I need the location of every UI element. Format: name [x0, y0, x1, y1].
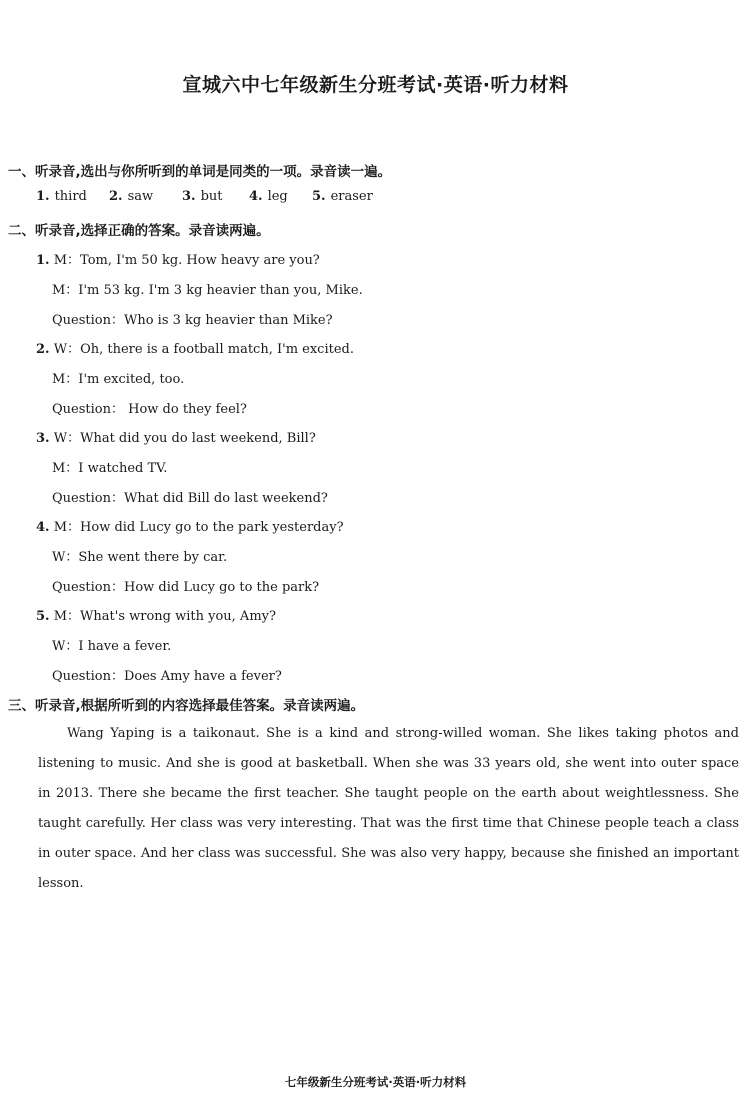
- word-item: 1. third: [36, 189, 87, 204]
- dialog-4-line-1: 4. M：How did Lucy go to the park yesterday?: [36, 520, 344, 535]
- section-1-heading: 一、听录音,选出与你所听到的单词是同类的一项。录音读一遍。: [8, 164, 392, 180]
- section-3-passage: Wang Yaping is a taikonaut. She is a kind and strong-willed woman. She likes taking photos and listening to music. And she is good at basketball. When she was 33 years old, she went into outer space in 2013. There she became the first teacher. She taught people on the earth about weightlessness. She taught carefully. Her class was very interesting. That was the first time that Chinese people teach a class in outer space. And her class was successful. She was also very happy, because she finished an important lesson.: [38, 726, 739, 891]
- page-footer: 七年级新生分班考试·英语·听力材料: [284, 1075, 467, 1089]
- dialog-2-line-2: M：I'm excited, too.: [52, 372, 185, 387]
- section-2-heading: 二、听录音,选择正确的答案。录音读两遍。: [8, 223, 270, 239]
- dialog-4-question: Question：How did Lucy go to the park?: [52, 580, 320, 595]
- section-3-heading: 三、听录音,根据所听到的内容选择最佳答案。录音读两遍。: [8, 698, 365, 714]
- word-item: 2. saw: [109, 189, 154, 204]
- dialog-2-question: Question： How do they feel?: [52, 402, 247, 417]
- dialog-5-line-2: W：I have a fever.: [52, 639, 172, 654]
- word-item: 5. eraser: [312, 189, 373, 204]
- word-item: 3. but: [182, 189, 223, 204]
- dialog-4-line-2: W：She went there by car.: [52, 550, 228, 565]
- dialog-5-line-1: 5. M：What's wrong with you, Amy?: [36, 609, 276, 624]
- dialog-3-line-1: 3. W：What did you do last weekend, Bill?: [36, 431, 316, 446]
- dialog-3-line-2: M：I watched TV.: [52, 461, 168, 476]
- page-title: 宣城六中七年级新生分班考试·英语·听力材料: [182, 74, 569, 96]
- dialog-2-line-1: 2. W：Oh, there is a football match, I'm excited.: [36, 342, 354, 357]
- dialog-1-line-2: M：I'm 53 kg. I'm 3 kg heavier than you, Mike.: [52, 283, 363, 298]
- word-item: 4. leg: [249, 189, 288, 204]
- dialog-5-question: Question：Does Amy have a fever?: [52, 669, 282, 684]
- dialog-1-question: Question：Who is 3 kg heavier than Mike?: [52, 313, 333, 328]
- section-1-word-list: [36, 189, 385, 204]
- dialog-3-question: Question：What did Bill do last weekend?: [52, 491, 328, 506]
- dialog-1-line-1: 1. M：Tom, I'm 50 kg. How heavy are you?: [36, 253, 320, 268]
